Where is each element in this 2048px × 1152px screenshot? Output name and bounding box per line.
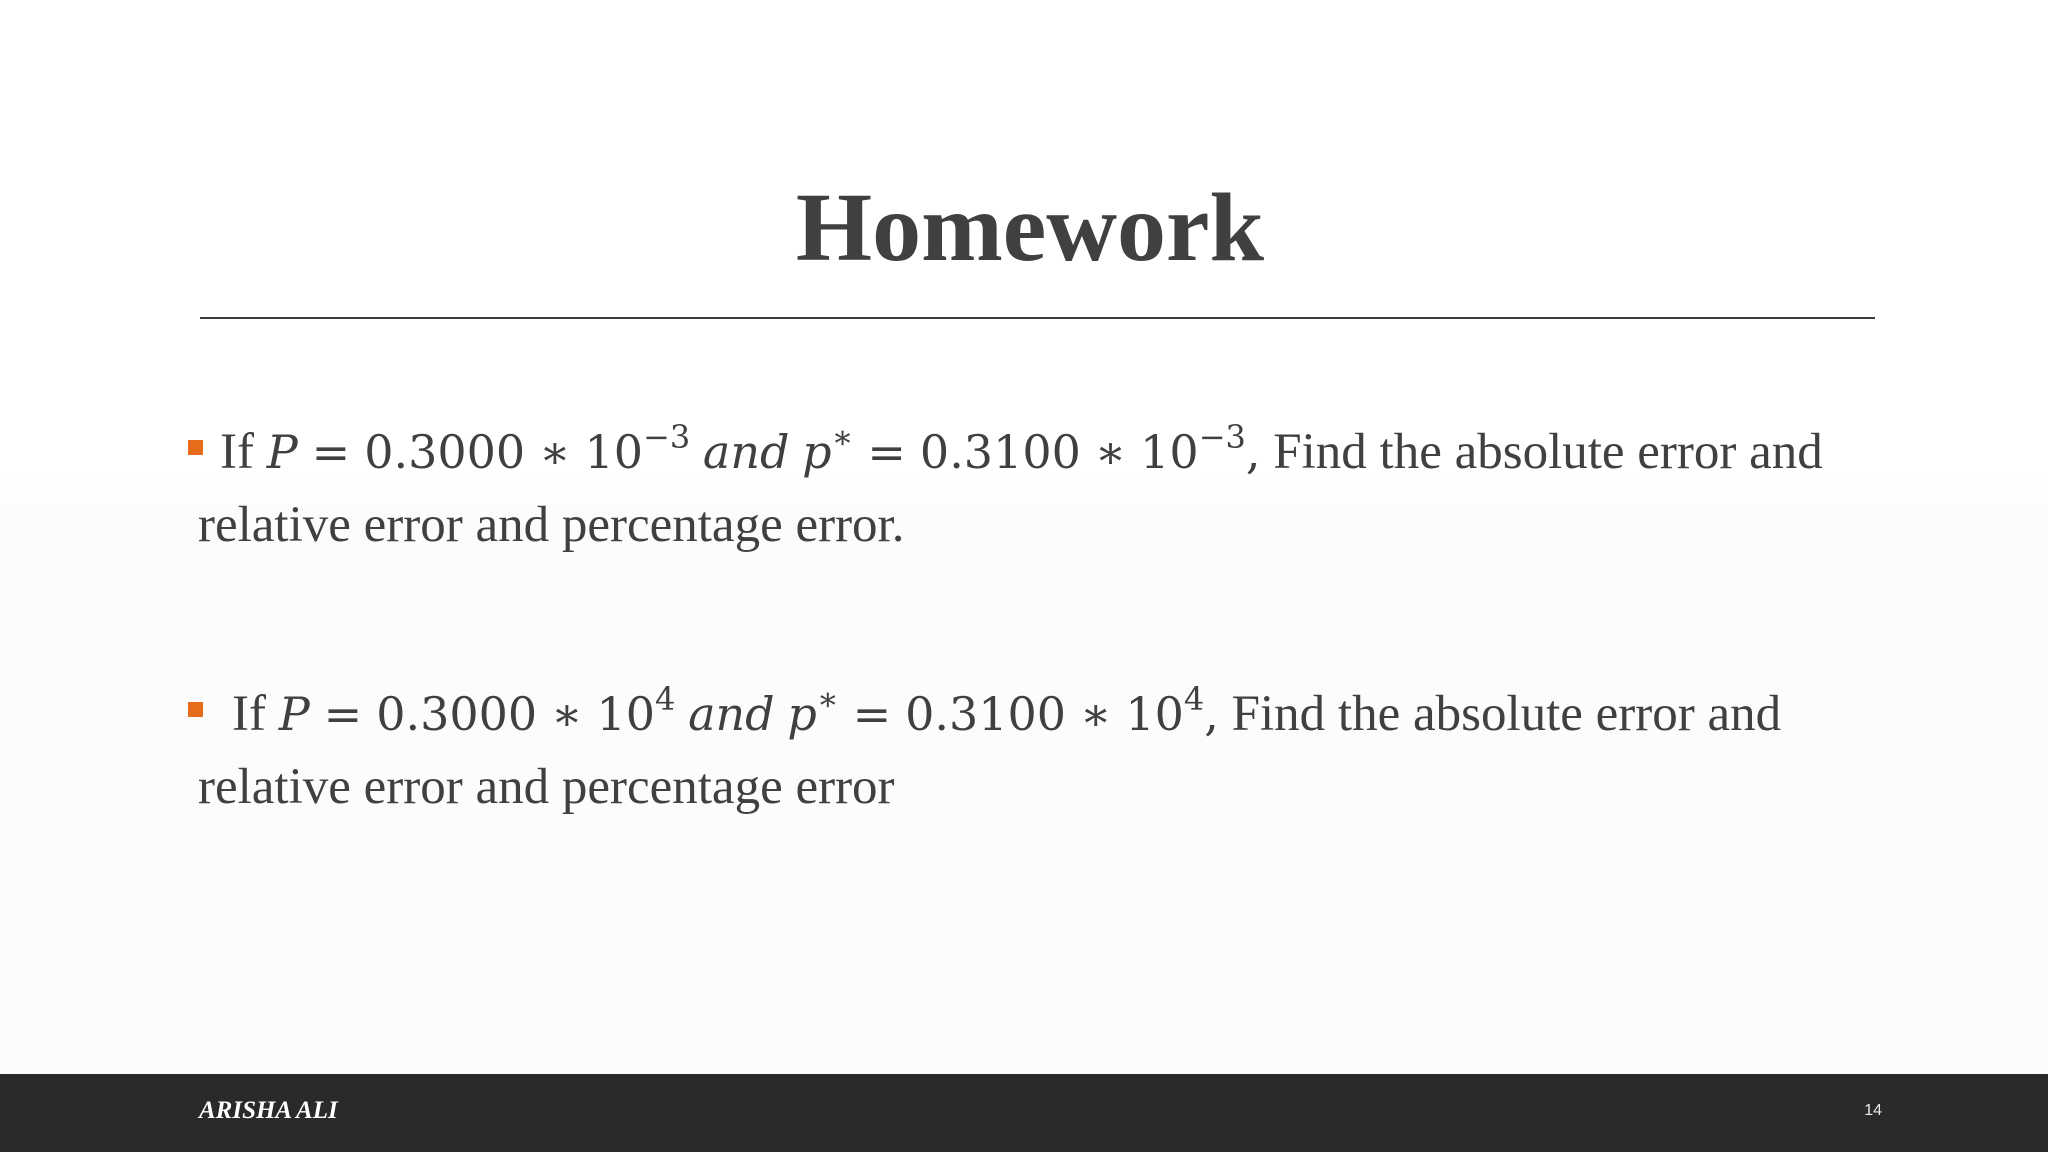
bullet-1-equals: = (311, 425, 351, 479)
bullet-2-exponent-2: 4 (1183, 680, 1205, 718)
bullet-2-value-p: 0.3100 (905, 687, 1067, 741)
bullet-square-icon (188, 440, 203, 455)
bullet-1-equals-2: = (867, 425, 906, 479)
bullet-2-and: and (688, 687, 775, 741)
bullet-2-var-p: p (787, 687, 817, 741)
title-divider (200, 317, 1875, 319)
bullet-2-times: ∗ (551, 687, 583, 741)
bullet-1-value-P: 0.3000 (364, 425, 526, 479)
bullet-2-line-1 (198, 680, 1918, 753)
bullet-2-times-2: ∗ (1080, 687, 1112, 741)
bullet-2-base: 10 (596, 687, 655, 741)
page-number: 14 (1864, 1102, 1882, 1119)
bullet-1-var-p: p (802, 425, 832, 479)
bullet-2-lead: If (232, 686, 266, 742)
bullet-1-star: ∗ (831, 418, 854, 456)
bullet-1-text-tail: Find the absolute error and (1273, 424, 1823, 480)
bullet-2-exponent: 4 (655, 680, 676, 718)
bullet-1-comma: , (1245, 425, 1261, 479)
bullet-item-1 (198, 418, 1918, 559)
bullet-1-line-2: relative error and percentage error. (198, 497, 905, 553)
bullet-2-comma: , (1204, 687, 1219, 741)
bullet-1-exponent: −3 (643, 418, 691, 456)
bullet-1-exponent-2: −3 (1198, 418, 1246, 456)
bullet-1-value-p: 0.3100 (919, 425, 1081, 479)
bullet-1-times: ∗ (539, 425, 571, 479)
bullet-1-var-P: P (266, 425, 298, 479)
bullet-2-text-tail: Find the absolute error and (1231, 686, 1782, 742)
bullet-2-value-P: 0.3000 (376, 687, 538, 741)
bullet-item-2 (198, 680, 1918, 821)
bullet-1-and: and (702, 425, 790, 479)
bullet-1-lead: If (220, 424, 254, 480)
bullet-2-base-2: 10 (1125, 687, 1184, 741)
footer-bar (0, 1074, 2048, 1152)
bullet-1-base: 10 (584, 425, 643, 479)
bullet-2-equals-2: = (852, 687, 892, 741)
bullet-1-line-1 (198, 418, 1918, 491)
author-name: ARISHA ALI (199, 1097, 338, 1124)
bullet-square-icon (188, 702, 203, 717)
bullet-2-star: ∗ (816, 680, 839, 718)
bullet-1-times-2: ∗ (1094, 425, 1127, 479)
slide-title: Homework (795, 174, 1265, 282)
bullet-1-base-2: 10 (1140, 425, 1199, 479)
bullet-2-equals: = (323, 687, 363, 741)
bullet-2-var-P: P (278, 687, 310, 741)
bullet-2-line-2: relative error and percentage error (198, 759, 895, 815)
